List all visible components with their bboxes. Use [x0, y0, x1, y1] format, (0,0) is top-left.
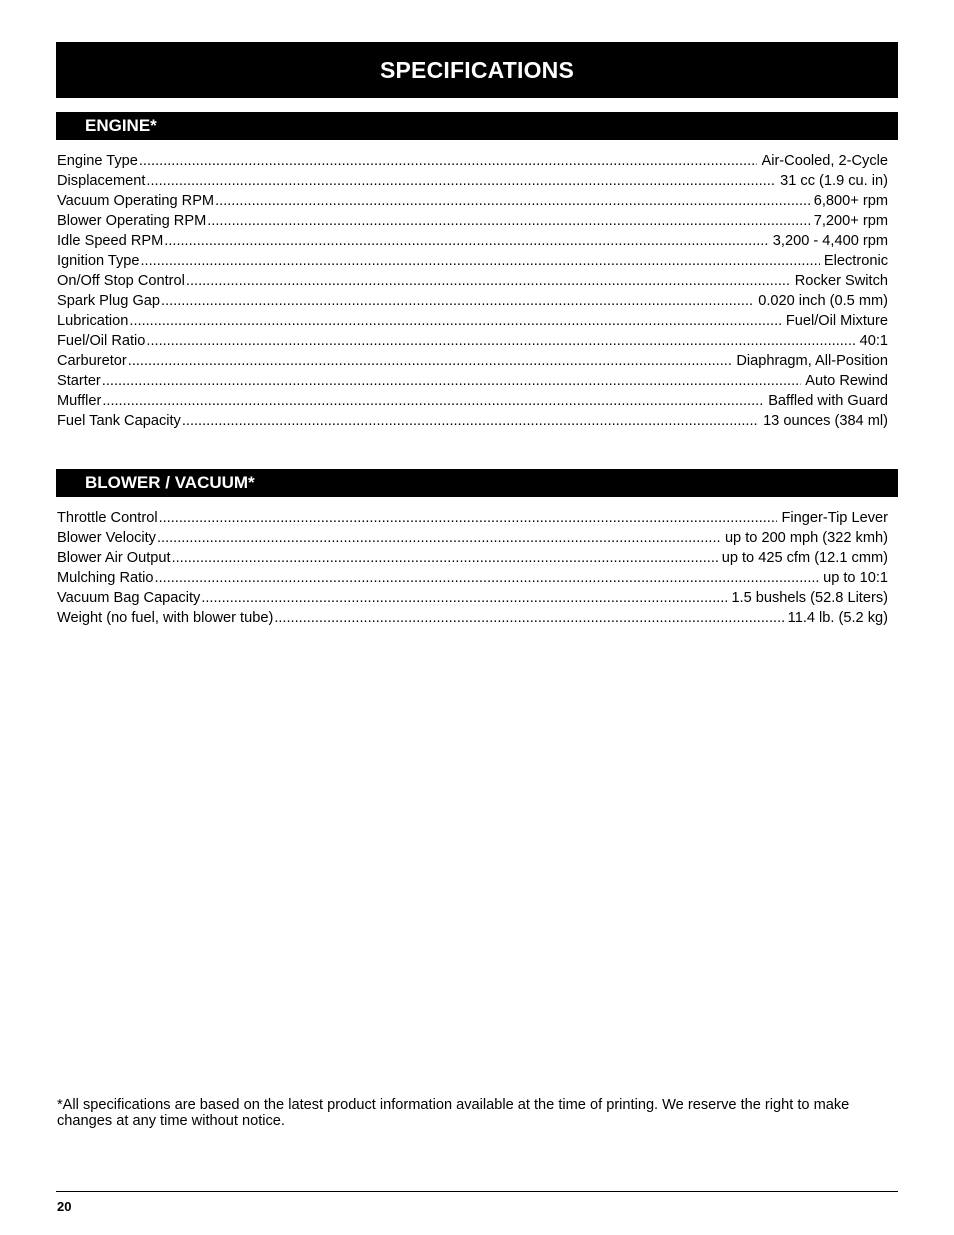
dot-leader: [139, 151, 758, 171]
spec-value: up to 425 cfm (12.1 cmm): [721, 550, 888, 566]
spec-row: [57, 371, 888, 391]
specifications-footnote: *All specifications are based on the latest product information available at the time of printing. We reserve the right to make changes at any time without notice.: [57, 1097, 850, 1129]
spec-row: [57, 528, 888, 548]
page-title: SPECIFICATIONS: [56, 42, 898, 98]
dot-leader: [186, 271, 791, 291]
spec-value: 11.4 lb. (5.2 kg): [787, 610, 888, 626]
spec-row: [57, 151, 888, 171]
spec-row: [57, 271, 888, 291]
spec-label: Carburetor: [57, 353, 127, 369]
spec-row: [57, 608, 888, 628]
spec-value: up to 200 mph (322 kmh): [724, 530, 888, 546]
spec-label: Fuel Tank Capacity: [57, 413, 181, 429]
spec-value: Auto Rewind: [805, 373, 888, 389]
dot-leader: [161, 291, 754, 311]
spec-label: Engine Type: [57, 153, 138, 169]
spec-label: On/Off Stop Control: [57, 273, 185, 289]
spec-row: [57, 171, 888, 191]
engine-section-heading: ENGINE*: [56, 112, 898, 140]
dot-leader: [215, 191, 810, 211]
dot-leader: [146, 171, 776, 191]
spec-value: 3,200 - 4,400 rpm: [772, 233, 888, 249]
spec-label: Blower Air Output: [57, 550, 171, 566]
engine-spec-list: [57, 151, 888, 431]
dot-leader: [141, 251, 820, 271]
spec-value: Fuel/Oil Mixture: [785, 313, 888, 329]
dot-leader: [182, 411, 759, 431]
spec-label: Muffler: [57, 393, 102, 409]
dot-leader: [102, 391, 764, 411]
spec-row: [57, 291, 888, 311]
spec-row: [57, 231, 888, 251]
spec-label: Vacuum Bag Capacity: [57, 590, 201, 606]
spec-value: Finger-Tip Lever: [781, 510, 888, 526]
spec-label: Vacuum Operating RPM: [57, 193, 215, 209]
spec-label: Blower Operating RPM: [57, 213, 207, 229]
spec-row: [57, 548, 888, 568]
dot-leader: [164, 231, 769, 251]
dot-leader: [155, 568, 820, 588]
spec-label: Lubrication: [57, 313, 129, 329]
spec-row: [57, 251, 888, 271]
spec-label: Starter: [57, 373, 101, 389]
spec-label: Fuel/Oil Ratio: [57, 333, 146, 349]
spec-value: 0.020 inch (0.5 mm): [758, 293, 888, 309]
spec-label: Mulching Ratio: [57, 570, 154, 586]
spec-row: [57, 311, 888, 331]
spec-row: [57, 331, 888, 351]
spec-row: [57, 191, 888, 211]
dot-leader: [274, 608, 783, 628]
spec-value: 6,800+ rpm: [813, 193, 888, 209]
dot-leader: [129, 311, 781, 331]
dot-leader: [201, 588, 727, 608]
dot-leader: [159, 508, 778, 528]
dot-leader: [128, 351, 733, 371]
blower-vacuum-spec-list: [57, 508, 888, 628]
spec-label: Displacement: [57, 173, 146, 189]
footer-divider: [56, 1191, 898, 1192]
spec-value: Diaphragm, All-Position: [736, 353, 888, 369]
spec-label: Idle Speed RPM: [57, 233, 164, 249]
dot-leader: [207, 211, 810, 231]
dot-leader: [146, 331, 855, 351]
spec-label: Blower Velocity: [57, 530, 156, 546]
spec-label: Ignition Type: [57, 253, 140, 269]
spec-row: [57, 588, 888, 608]
blower-vacuum-section-heading: BLOWER / VACUUM*: [56, 469, 898, 497]
dot-leader: [102, 371, 801, 391]
spec-row: [57, 568, 888, 588]
spec-row: [57, 211, 888, 231]
spec-value: 31 cc (1.9 cu. in): [780, 173, 888, 189]
spec-value: Rocker Switch: [794, 273, 888, 289]
spec-value: Electronic: [823, 253, 888, 269]
spec-value: Air-Cooled, 2-Cycle: [761, 153, 888, 169]
spec-value: up to 10:1: [823, 570, 888, 586]
dot-leader: [172, 548, 718, 568]
spec-row: [57, 411, 888, 431]
spec-label: Weight (no fuel, with blower tube): [57, 610, 274, 626]
spec-value: 7,200+ rpm: [813, 213, 888, 229]
spec-label: Spark Plug Gap: [57, 293, 161, 309]
spec-row: [57, 391, 888, 411]
spec-value: 1.5 bushels (52.8 Liters): [731, 590, 888, 606]
spec-value: 40:1: [859, 333, 888, 349]
spec-value: Baffled with Guard: [768, 393, 888, 409]
spec-label: Throttle Control: [57, 510, 158, 526]
page-number: 20: [57, 1199, 72, 1214]
spec-row: [57, 508, 888, 528]
spec-value: 13 ounces (384 ml): [763, 413, 888, 429]
spec-row: [57, 351, 888, 371]
dot-leader: [157, 528, 721, 548]
